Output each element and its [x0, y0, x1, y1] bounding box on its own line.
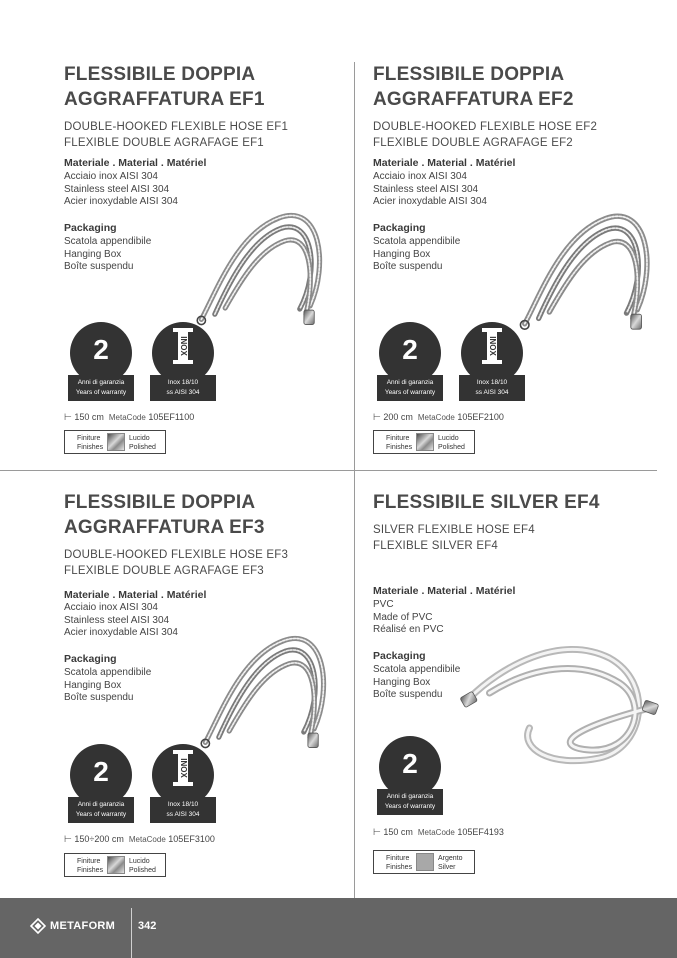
product-title: [373, 62, 574, 112]
product-title: [64, 62, 265, 112]
length-icon: ⊢: [373, 827, 381, 837]
finish-label-it: Finiture: [77, 435, 101, 442]
packaging-en: Hanging Box: [64, 248, 122, 260]
finish-value-it: Lucido: [129, 858, 150, 865]
product-card-ef1: [64, 62, 364, 482]
product-subtitle: [373, 120, 597, 151]
finish-value: [129, 857, 156, 875]
inox-icon: [172, 749, 194, 787]
finish-label-en: Finishes: [77, 444, 104, 451]
finish-swatch: [416, 433, 434, 451]
packaging-it: Scatola appendibile: [373, 664, 461, 675]
material-fr: Acier inoxydable AISI 304: [64, 627, 178, 638]
footer-separator: [131, 908, 132, 958]
subtitle-en: DOUBLE-HOOKED FLEXIBLE HOSE EF1: [64, 121, 289, 133]
inox-spec-label: [459, 375, 525, 401]
product-subtitle: [373, 523, 535, 554]
material-it: Acciaio inox AISI 304: [64, 602, 158, 613]
product-subtitle: [64, 120, 288, 151]
material-fr: Acier inoxydable AISI 304: [64, 196, 178, 207]
packaging-it: Scatola appendibile: [373, 236, 461, 247]
length-code-row: [373, 412, 504, 423]
material-heading: Materiale . Material . Matériel: [373, 585, 516, 597]
inox-icon: [481, 327, 503, 365]
length-value: 200 cm: [383, 412, 413, 422]
finish-value: [129, 434, 156, 452]
warranty-it: Anni di garanzia: [77, 379, 125, 386]
finish-label-it: Finiture: [386, 435, 410, 442]
warranty-en: Years of warranty: [384, 802, 436, 810]
packaging-heading: Packaging: [373, 650, 426, 662]
product-card-ef2: [373, 62, 673, 482]
warranty-number: 2: [93, 756, 109, 787]
finish-label: [77, 434, 103, 452]
packaging-en: Hanging Box: [64, 679, 122, 691]
length-value: 150 cm: [383, 827, 413, 837]
page-footer: [0, 898, 677, 958]
finish-swatch: [416, 853, 434, 871]
material-en: Stainless steel AISI 304: [373, 183, 479, 195]
packaging-list: [373, 236, 460, 274]
warranty-number: 2: [402, 334, 418, 365]
length-code-row: [64, 834, 215, 845]
metacode-label: MetaCode: [417, 413, 455, 422]
packaging-list: [64, 667, 151, 705]
subtitle-fr: FLEXIBLE DOUBLE AGRAFAGE EF3: [64, 564, 264, 577]
packaging-heading: Packaging: [64, 222, 117, 234]
finish-label: [77, 857, 103, 875]
packaging-list: [64, 236, 151, 274]
hose-image: [519, 192, 659, 342]
page-number: 342: [138, 920, 157, 932]
subtitle-fr: FLEXIBLE SILVER EF4: [373, 539, 499, 552]
inox-label: INOX: [178, 336, 188, 356]
inox-icon: [172, 327, 194, 365]
finish-value-it: Lucido: [129, 435, 150, 442]
length-value: 150÷200 cm: [74, 834, 124, 844]
length-code-row: [64, 412, 194, 423]
product-title: [373, 490, 600, 515]
title-line-1: FLESSIBILE DOPPIA: [64, 492, 256, 513]
inox-spec-2: ss AISI 304: [475, 388, 509, 396]
packaging-it: Scatola appendibile: [64, 236, 152, 247]
material-heading: Materiale . Material . Matériel: [64, 157, 207, 169]
subtitle-en: DOUBLE-HOOKED FLEXIBLE HOSE EF3: [64, 549, 289, 561]
material-fr: Acier inoxydable AISI 304: [373, 196, 487, 207]
packaging-fr: Boîte suspendu: [64, 261, 134, 272]
warranty-label: [377, 375, 443, 401]
hose-image: [196, 192, 331, 337]
packaging-fr: Boîte suspendu: [373, 261, 443, 272]
finish-value: [438, 434, 465, 452]
finish-label-en: Finishes: [386, 444, 413, 451]
finish-value-it: Argento: [438, 855, 463, 862]
inox-label: INOX: [178, 758, 188, 778]
title-line-1: FLESSIBILE SILVER EF4: [373, 492, 600, 513]
finish-box: [64, 430, 166, 454]
product-card-ef3: [64, 490, 364, 910]
finish-value-en: Polished: [129, 867, 156, 874]
inox-spec-2: ss AISI 304: [166, 388, 200, 396]
warranty-label: [68, 375, 134, 401]
length-icon: ⊢: [373, 412, 381, 422]
finish-box: [64, 853, 166, 877]
material-list: [64, 171, 178, 209]
material-list: [64, 602, 178, 640]
packaging-heading: Packaging: [64, 653, 117, 665]
packaging-fr: Boîte suspendu: [64, 692, 134, 703]
product-code: 105EF3100: [168, 834, 215, 844]
title-line-2: AGGRAFFATURA EF2: [373, 89, 574, 110]
inox-spec-2: ss AISI 304: [166, 810, 200, 818]
inox-label: INOX: [487, 336, 497, 356]
product-code: 105EF1100: [148, 412, 195, 422]
brand-name: METAFORM: [50, 920, 116, 932]
material-list: [373, 171, 487, 209]
length-icon: ⊢: [64, 412, 72, 422]
warranty-label: [68, 797, 134, 823]
packaging-list: [373, 664, 460, 702]
warranty-number: 2: [93, 334, 109, 365]
inox-spec-1: Inox 18/10: [476, 379, 508, 386]
finish-label: [386, 434, 412, 452]
warranty-en: Years of warranty: [75, 388, 127, 396]
warranty-it: Anni di garanzia: [386, 379, 434, 386]
material-en: Made of PVC: [373, 611, 433, 623]
length-code-row: [373, 827, 504, 838]
warranty-it: Anni di garanzia: [386, 793, 434, 800]
product-card-ef4: [373, 490, 673, 910]
brand-logo: [30, 918, 125, 934]
finish-box: [373, 850, 475, 874]
title-line-2: AGGRAFFATURA EF1: [64, 89, 265, 110]
subtitle-fr: FLEXIBLE DOUBLE AGRAFAGE EF1: [64, 136, 264, 149]
inox-spec-1: Inox 18/10: [167, 379, 199, 386]
product-title: [64, 490, 265, 540]
metaform-logo-icon: [30, 918, 46, 934]
title-line-2: AGGRAFFATURA EF3: [64, 517, 265, 538]
finish-value-it: Lucido: [438, 435, 459, 442]
subtitle-en: SILVER FLEXIBLE HOSE EF4: [373, 524, 535, 536]
warranty-en: Years of warranty: [384, 388, 436, 396]
finish-value-en: Polished: [129, 444, 156, 451]
length-icon: ⊢: [64, 834, 72, 844]
finish-label: [386, 854, 412, 872]
metacode-label: MetaCode: [128, 835, 166, 844]
finish-label-en: Finishes: [77, 867, 104, 874]
metacode-label: MetaCode: [108, 413, 146, 422]
warranty-label: [377, 789, 443, 815]
material-list: [373, 599, 444, 637]
warranty-it: Anni di garanzia: [77, 801, 125, 808]
finish-box: [373, 430, 475, 454]
material-it: Acciaio inox AISI 304: [373, 171, 467, 182]
length-value: 150 cm: [74, 412, 104, 422]
inox-spec-label: [150, 797, 216, 823]
finish-label-it: Finiture: [77, 858, 101, 865]
material-en: Stainless steel AISI 304: [64, 614, 170, 626]
finish-value-en: Polished: [438, 444, 465, 451]
material-heading: Materiale . Material . Matériel: [64, 589, 207, 601]
packaging-en: Hanging Box: [373, 676, 431, 688]
finish-value: [438, 854, 463, 872]
packaging-en: Hanging Box: [373, 248, 431, 260]
metacode-label: MetaCode: [417, 828, 455, 837]
finish-swatch: [107, 433, 125, 451]
title-line-1: FLESSIBILE DOPPIA: [64, 64, 256, 85]
material-it: PVC: [373, 599, 394, 610]
subtitle-fr: FLEXIBLE DOUBLE AGRAFAGE EF2: [373, 136, 573, 149]
product-code: 105EF4193: [457, 827, 504, 837]
material-en: Stainless steel AISI 304: [64, 183, 170, 195]
material-fr: Réalisé en PVC: [373, 624, 444, 635]
packaging-it: Scatola appendibile: [64, 667, 152, 678]
hose-image: [457, 638, 662, 768]
packaging-fr: Boîte suspendu: [373, 689, 443, 700]
inox-spec-label: [150, 375, 216, 401]
product-code: 105EF2100: [457, 412, 504, 422]
material-it: Acciaio inox AISI 304: [64, 171, 158, 182]
title-line-1: FLESSIBILE DOPPIA: [373, 64, 565, 85]
packaging-heading: Packaging: [373, 222, 426, 234]
product-subtitle: [64, 548, 288, 579]
subtitle-en: DOUBLE-HOOKED FLEXIBLE HOSE EF2: [373, 121, 598, 133]
inox-spec-1: Inox 18/10: [167, 801, 199, 808]
finish-value-en: Silver: [438, 864, 456, 871]
warranty-en: Years of warranty: [75, 810, 127, 818]
finish-label-it: Finiture: [386, 855, 410, 862]
hose-image: [200, 615, 335, 760]
finish-swatch: [107, 856, 125, 874]
warranty-number: 2: [402, 748, 418, 779]
material-heading: Materiale . Material . Matériel: [373, 157, 516, 169]
finish-label-en: Finishes: [386, 864, 413, 871]
